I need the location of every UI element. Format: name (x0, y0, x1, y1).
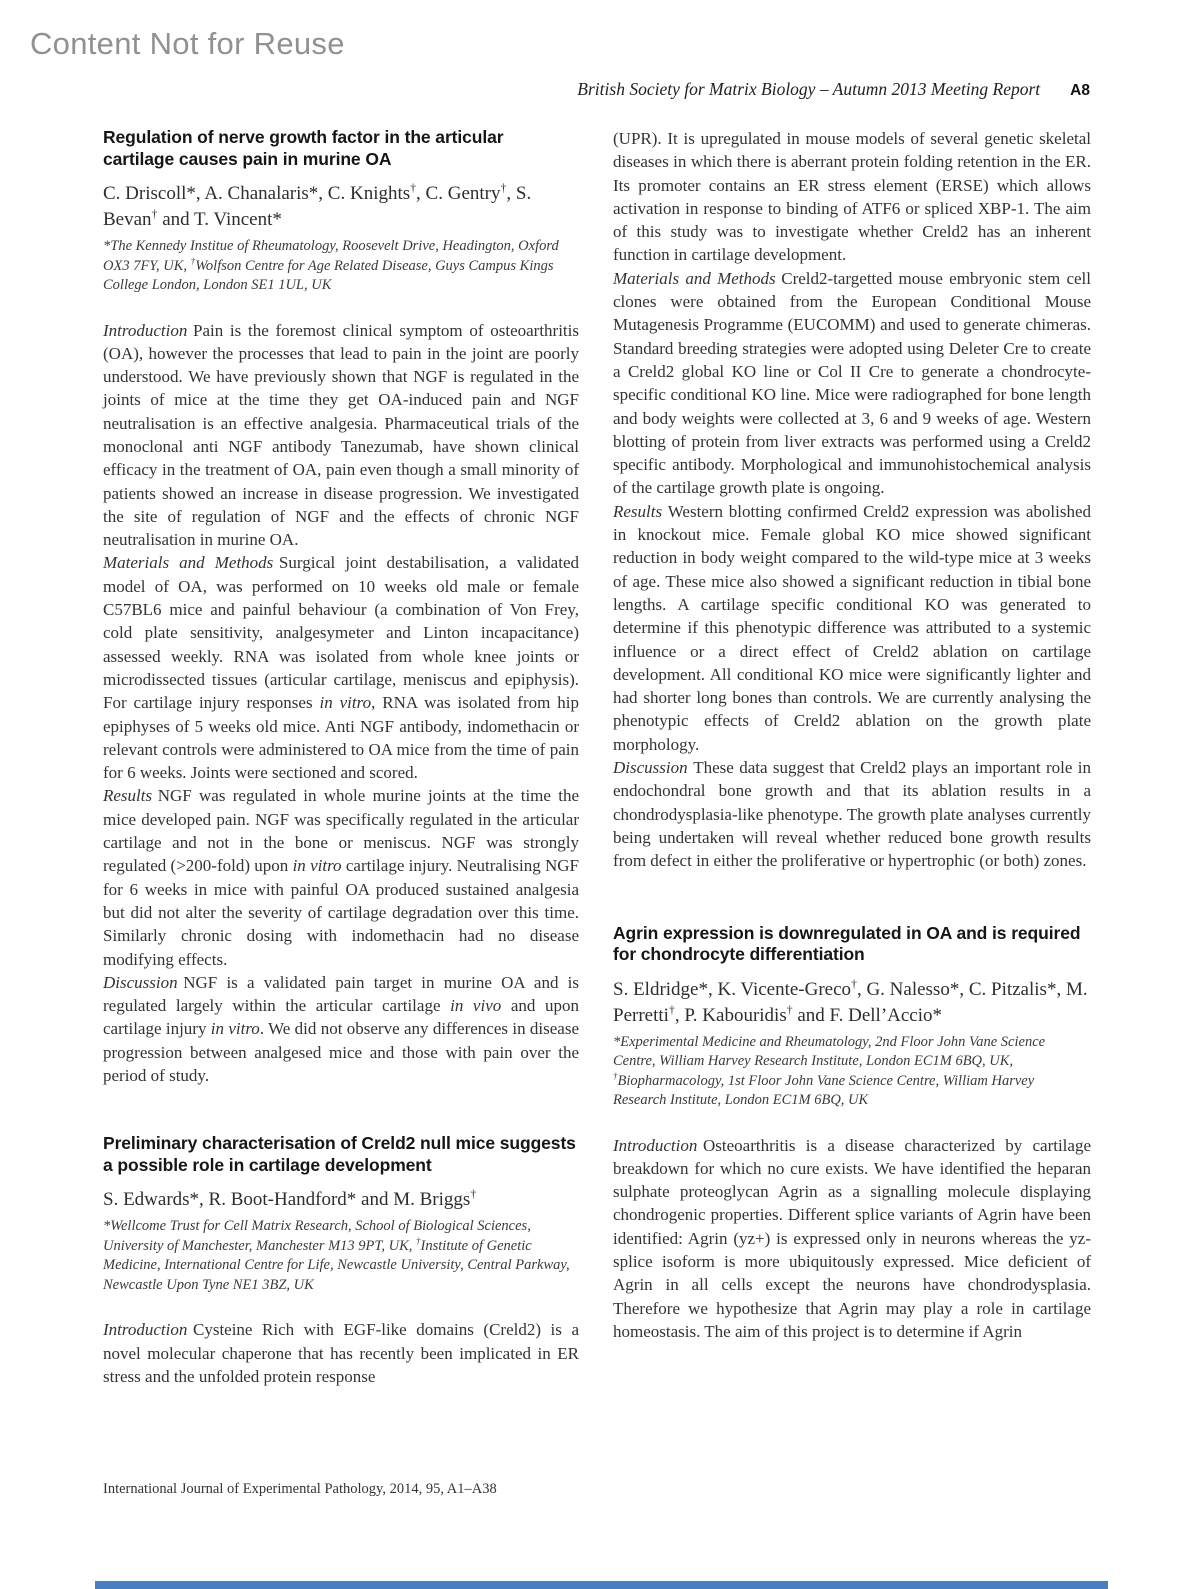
section-text: Creld2-targetted mouse embryonic stem cell clones were obtained from the European Conditional Mouse Mutagenesis Programme (EUCOMM) and used to generate chimeras. Standard breeding strategies were adopted using Deleter Cre to create a Creld2 global KO line or Col II Cre to generate a chondrocyte-specific conditional KO line. Mice were radiographed for bone length and body weights were collected at 3, 6 and 9 weeks of age. Western blotting of protein from liver extracts was performed using a Creld2 specific antibody. Morphological and immunohistochemical analysis of the cartilage growth plate is ongoing. (613, 268, 1091, 498)
section-text: (UPR). It is upregulated in mouse models of several genetic skeletal diseases in which there is aberrant protein folding retention in the ER. Its promoter contains an ER stress element (ERSE) which allows activation in response to binding of ATF6 or spliced XBP-1. The aim of this study was to investigate whether Creld2 has an inherent function in cartilage development. (613, 129, 1091, 265)
paragraph-materials-methods (613, 267, 1091, 500)
section-label: Results (103, 786, 153, 806)
section-text: Western blotting confirmed Creld2 expression was abolished in knockout mice. Female global KO mice showed significant reduction in body weight compared to the wild-type mice at 3 weeks of age. These mice also showed a significant reduction in tibial bone lengths. A cartilage specific conditional KO was generated to determine if this phenotypic difference was attributed to a systemic influence or a direct effect of Creld2 ablation on cartilage development. All conditional KO mice were significantly lighter and had shorter long bones than controls. We are currently analysing the phenotypic effects of Creld2 ablation on the growth plate morphology. (613, 501, 1091, 754)
section-label: Discussion (613, 758, 688, 778)
section-label: Materials and Methods (613, 268, 776, 288)
paragraph-discussion (613, 756, 1091, 872)
abstract-body (613, 1134, 1091, 1344)
page-number-label: A8 (1070, 82, 1090, 99)
abstract-body (103, 1318, 579, 1388)
abstract-title: Regulation of nerve growth factor in the articular cartilage causes pain in murine OA (103, 127, 504, 169)
section-text: Osteoarthritis is a disease characterized by cartilage breakdown for which no cure exists. We have identified the heparan sulphate proteoglycan Agrin as a signalling molecule displaying chondrogenic properties. Different splice variants of Agrin have been identified: Agrin (yz+) is expressed only in neurons whereas the yz- splice isoform is more ubiquitously expressed. Mice deficient of Agrin in all cells except the neurons have chondrodysplasia. Therefore we hypothesize that Agrin may play a role in cartilage homeostasis. The aim of this project is to determine if Agrin (613, 1135, 1091, 1341)
affiliations: *Experimental Medicine and Rheumatology, 2nd Floor John Vane Science Centre, William Harvey Research Institute, London EC1M 6BQ, UK, †Biopharmacology, 1st Floor John Vane Science Centre, William Harvey Research Institute, London EC1M 6BQ, UK (613, 1033, 1046, 1108)
author-list: S. Edwards*, R. Boot-Handford* and M. Briggs† (103, 1187, 477, 1211)
running-head (577, 79, 1090, 100)
right-column (613, 127, 1091, 1388)
paragraph-introduction (103, 319, 579, 552)
author-list: C. Driscoll*, A. Chanalaris*, C. Knights†, C. Gentry†, S. Bevan† and T. Vincent* (103, 181, 532, 230)
section-text: Pain is the foremost clinical symptom of osteoarthritis (OA), however the processes that lead to pain in the joint are poorly understood. We have previously shown that NGF is regulated in the joints of mice at the time they get OA-induced pain and NGF neutralisation is an effective analgesia. Pharmaceutical trials of the monoclonal anti NGF antibody Tanezumab, have shown clinical efficacy in the treatment of OA, pain even though a small minority of patients showed an increase in disease progression. We investigated the site of regulation of NGF and the effects of chronic NGF neutralisation in murine OA. (103, 320, 579, 550)
section-label: Introduction (103, 320, 188, 340)
section-label: Materials and Methods (103, 553, 274, 573)
abstract-body (103, 319, 579, 1088)
affiliations: *Wellcome Trust for Cell Matrix Research, School of Biological Sciences, University of Manchester, Manchester M13 9PT, UK, †Institute of Genetic Medicine, International Centre for Life, Newcastle University, Central Parkway, Newcastle Upon Tyne NE1 3BZ, UK (103, 1218, 570, 1293)
affiliations: *The Kennedy Institue of Rheumatology, Roosevelt Drive, Headington, Oxford OX3 7FY, UK, †Wolfson Centre for Age Related Disease, Guys Campus Kings College London, London SE1 1UL, UK (103, 238, 559, 293)
abstract-ngf-pain (103, 127, 579, 1087)
abstract-agrin (613, 923, 1091, 1344)
abstract-title: Preliminary characterisation of Creld2 null mice suggests a possible role in cartilage development (103, 1133, 576, 1175)
abstract-creld2-continued (613, 127, 1091, 873)
abstract-creld2 (103, 1133, 579, 1388)
paragraph-introduction (103, 1318, 579, 1388)
section-text: Cysteine Rich with EGF-like domains (Creld2) is a novel molecular chaperone that has recently been implicated in ER stress and the unfolded protein response (103, 1320, 579, 1386)
section-text: NGF is a validated pain target in murine OA and is regulated largely within the articular cartilage in vivo and upon cartilage injury in vitro. We did not observe any differences in disease progression between analgesed mice and those with pain over the period of study. (103, 972, 579, 1085)
abstract-body (613, 127, 1091, 873)
running-head-title: British Society for Matrix Biology – Autumn 2013 Meeting Report (577, 79, 1041, 99)
section-text: NGF was regulated in whole murine joints at the time the mice developed pain. NGF was specifically regulated in the articular cartilage and not in the bone or meniscus. NGF was strongly regulated (>200-fold) upon in vitro cartilage injury. Neutralising NGF for 6 weeks in mice with painful OA produced sustained analgesia but did not alter the severity of cartilage degradation over this time. Similarly chronic dosing with indomethacin had no disease modifying effects. (103, 786, 580, 969)
paragraph-continuation (613, 127, 1091, 267)
journal-footer: International Journal of Experimental Pathology, 2014, 95, A1–A38 (103, 1481, 497, 1497)
paragraph-results (103, 784, 579, 970)
section-label: Introduction (613, 1135, 698, 1155)
left-column (103, 127, 579, 1388)
author-list: S. Eldridge*, K. Vicente-Greco†, G. Nalesso*, C. Pitzalis*, M. Perretti†, P. Kabouridis† and F. Dell’Accio* (613, 977, 1088, 1026)
two-column-layout (103, 127, 1091, 1388)
section-label: Results (613, 501, 663, 521)
paragraph-results (613, 500, 1091, 756)
abstract-title: Agrin expression is downregulated in OA and is required for chondrocyte differentiation (613, 922, 1081, 964)
section-label: Introduction (103, 1320, 188, 1340)
paragraph-materials-methods (103, 551, 579, 784)
bottom-bar (95, 1581, 1108, 1589)
section-text: Surgical joint destabilisation, a validated model of OA, was performed on 10 weeks old male or female C57BL6 mice and painful behaviour (a combination of Von Frey, cold plate sensitivity, analgesymeter and Linton incapacitance) assessed weekly. RNA was isolated from whole knee joints or microdissected tissues (articular cartilage, meniscus and epiphysis). For cartilage injury responses in vitro, RNA was isolated from hip epiphyses of 5 weeks old mice. Anti NGF antibody, indomethacin or relevant controls were administered to OA mice from the time of pain for 6 weeks. Joints were sectioned and scored. (103, 553, 579, 783)
paragraph-introduction (613, 1134, 1091, 1344)
section-label: Discussion (103, 972, 178, 992)
section-text: These data suggest that Creld2 plays an important role in endochondral bone growth and that its ablation results in a chondrodysplasia-like phenotype. The growth plate analyses currently being undertaken will reveal whether reduced bone growth results from defect in either the proliferative or hypertrophic (or both) zones. (613, 758, 1091, 871)
paragraph-discussion (103, 971, 579, 1087)
watermark-text: Content Not for Reuse (30, 26, 345, 61)
